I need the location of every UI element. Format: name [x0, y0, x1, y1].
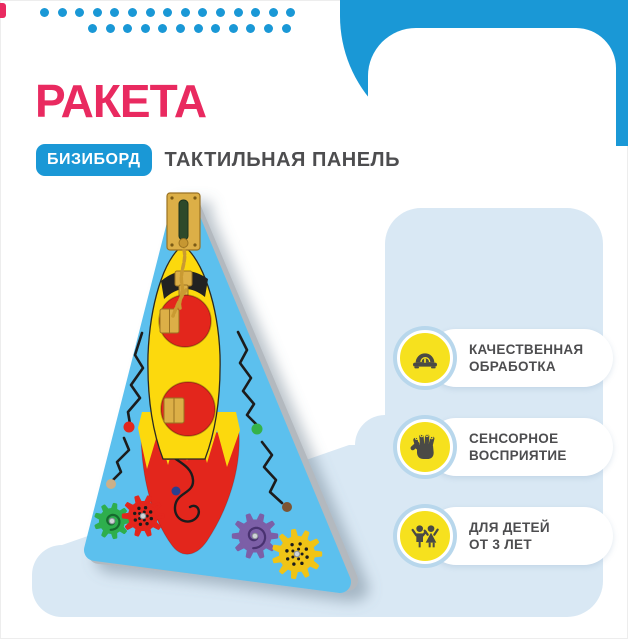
- dot: [251, 8, 260, 17]
- dot: [128, 8, 137, 17]
- product-type-row: [36, 144, 400, 176]
- slide-latch: [167, 193, 200, 250]
- dot: [282, 24, 291, 33]
- feature-item-quality: [393, 326, 613, 390]
- product-type-badge: БИЗИБОРД: [36, 144, 152, 176]
- dot: [246, 24, 255, 33]
- dot: [176, 24, 185, 33]
- feature-icon-circle: [393, 504, 457, 568]
- hand-icon: [409, 431, 441, 463]
- dot: [88, 24, 97, 33]
- dot: [216, 8, 225, 17]
- dot: [234, 8, 243, 17]
- dot: [40, 8, 49, 17]
- product-subtitle: ТАКТИЛЬНАЯ ПАНЕЛЬ: [164, 148, 400, 171]
- dot: [194, 24, 203, 33]
- feature-label: КАЧЕСТВЕННАЯ ОБРАБОТКА: [427, 329, 613, 387]
- dot: [110, 8, 119, 17]
- top-dots-row-1: [40, 8, 295, 17]
- dot: [106, 24, 115, 33]
- dot: [264, 24, 273, 33]
- plane-icon: [409, 342, 441, 374]
- dot: [93, 8, 102, 17]
- dot: [158, 24, 167, 33]
- top-dots-row-2: [88, 24, 291, 33]
- feature-label: ДЛЯ ДЕТЕЙ ОТ 3 ЛЕТ: [427, 507, 613, 565]
- feature-item-age: [393, 504, 613, 568]
- feature-icon-circle: [393, 415, 457, 479]
- corner-accent: [0, 3, 6, 18]
- busyboard-illustration: [95, 193, 347, 582]
- dot: [141, 24, 150, 33]
- dot: [58, 8, 67, 17]
- dot: [211, 24, 220, 33]
- dot: [181, 8, 190, 17]
- dot: [229, 24, 238, 33]
- feature-item-sensory: [393, 415, 613, 479]
- dot: [163, 8, 172, 17]
- feature-icon-circle: [393, 326, 457, 390]
- dot: [123, 24, 132, 33]
- dot: [75, 8, 84, 17]
- dot: [269, 8, 278, 17]
- feature-label: СЕНСОРНОЕ ВОСПРИЯТИЕ: [427, 418, 613, 476]
- children-icon: [409, 520, 441, 552]
- dot: [146, 8, 155, 17]
- dot: [286, 8, 295, 17]
- hinge-bottom: [164, 398, 184, 423]
- dot: [198, 8, 207, 17]
- page-title: РАКЕТА: [35, 75, 207, 127]
